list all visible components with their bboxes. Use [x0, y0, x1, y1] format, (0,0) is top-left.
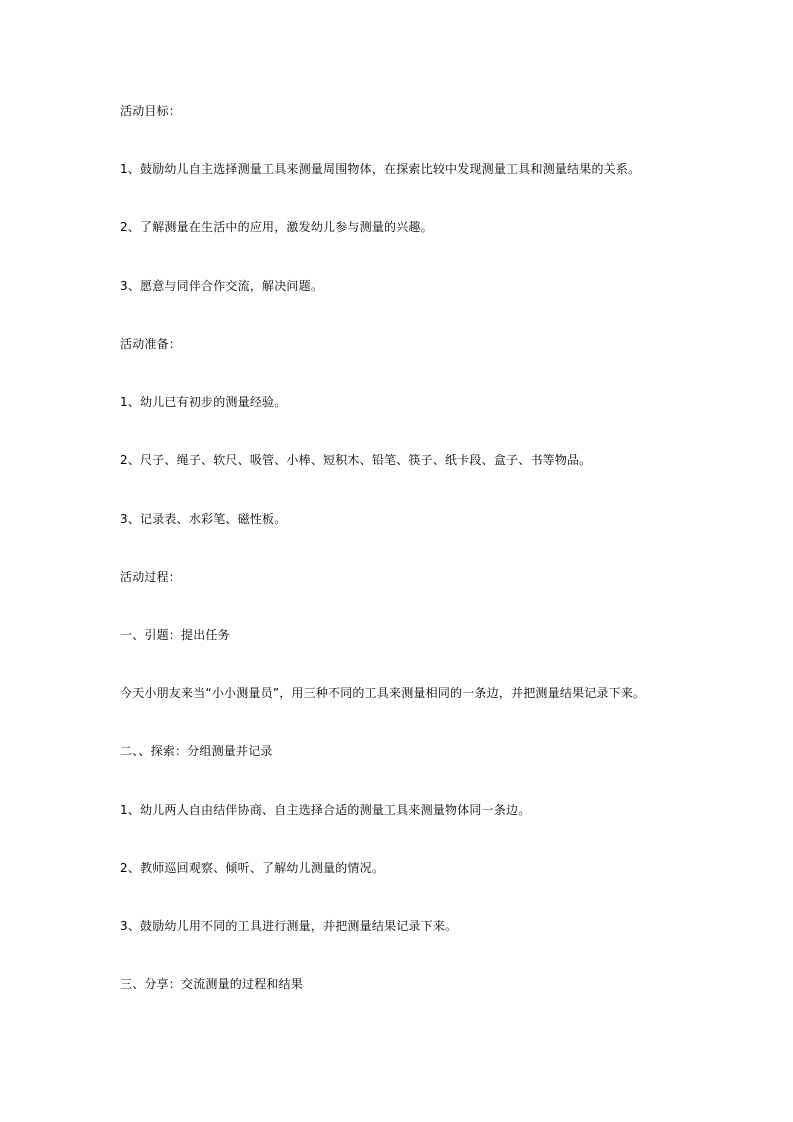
process-step-2-item-1: 1、幼儿两人自由结伴协商、自主选择合适的测量工具来测量物体同一条边。: [120, 803, 531, 817]
process-step-2-item-2: 2、教师巡回观察、倾听、了解幼儿测量的情况。: [120, 861, 385, 875]
goal-item-2: 2、了解测量在生活中的应用，激发幼儿参与测量的兴趣。: [120, 220, 433, 234]
goal-item-3: 3、愿意与同伴合作交流，解决问题。: [120, 279, 324, 293]
section-heading-goals: 活动目标：: [120, 104, 182, 118]
process-step-3-heading: 三、分享：交流测量的过程和结果: [120, 977, 304, 991]
process-step-1-heading: 一、引题：提出任务: [120, 628, 230, 642]
preparation-item-2: 2、尺子、绳子、软尺、吸管、小棒、短积木、铅笔、筷子、纸卡段、盒子、书等物品。: [120, 453, 592, 467]
process-step-1-text: 今天小朋友来当“小小测量员”，用三种不同的工具来测量相同的一条边，并把测量结果记录下来。: [120, 686, 646, 700]
section-heading-preparation: 活动准备：: [120, 337, 182, 351]
process-step-2-item-3: 3、鼓励幼儿用不同的工具进行测量，并把测量结果记录下来。: [120, 919, 458, 933]
preparation-item-1: 1、幼儿已有初步的测量经验。: [120, 395, 287, 409]
preparation-item-3: 3、记录表、水彩笔、磁性板。: [120, 512, 287, 526]
process-step-2-heading: 二、、探索：分组测量并记录: [120, 744, 273, 758]
section-heading-process: 活动过程：: [120, 570, 182, 584]
goal-item-1: 1、鼓励幼儿自主选择测量工具来测量周围物体，在探索比较中发现测量工具和测量结果的关系。: [120, 162, 641, 176]
